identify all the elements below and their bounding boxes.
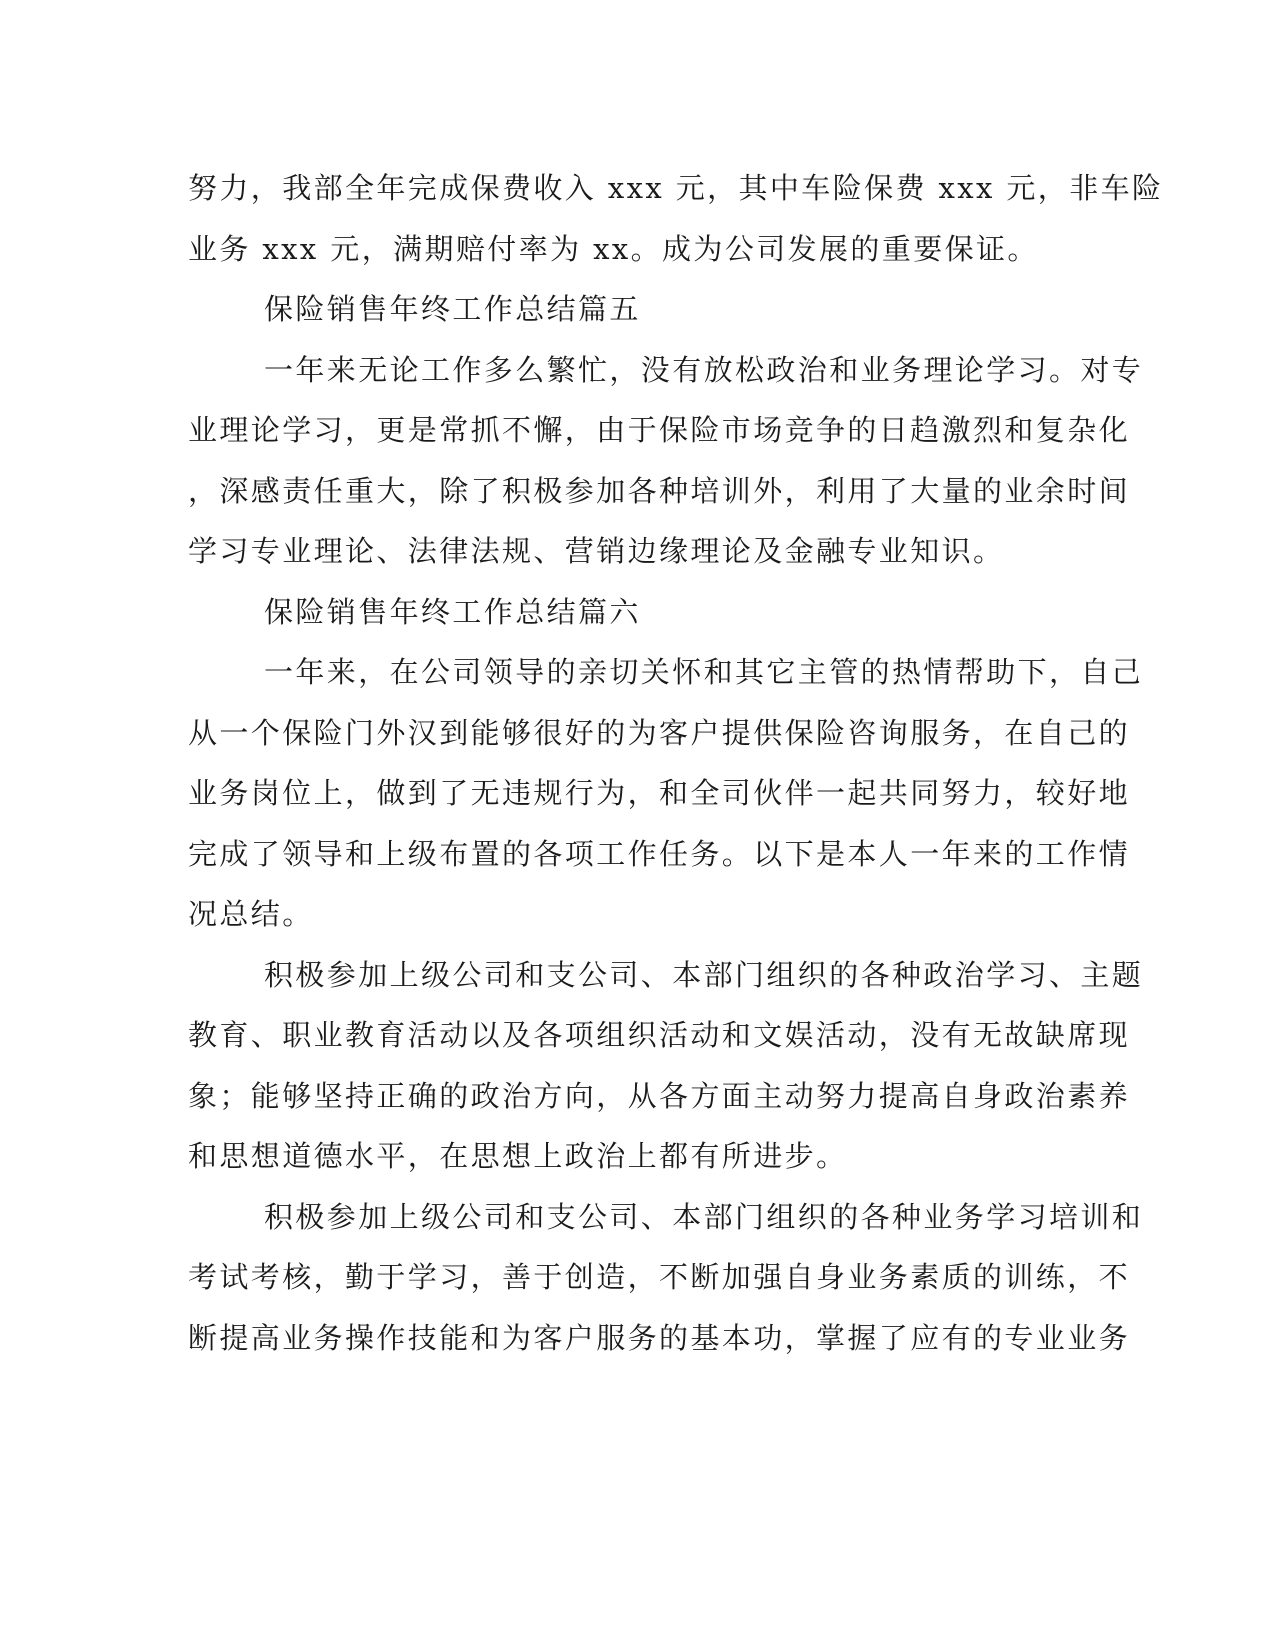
text-line: 教育、职业教育活动以及各项组织活动和文娱活动，没有无故缺席现 — [188, 1018, 1131, 1052]
text-line: 完成了领导和上级布置的各项工作任务。以下是本人一年来的工作情 — [188, 836, 1131, 871]
text-line: 从一个保险门外汉到能够很好的为客户提供保险咨询服务，在自己的 — [188, 715, 1131, 750]
text-line: 一年来无论工作多么繁忙，没有放松政治和业务理论学习。对专 — [264, 352, 1144, 387]
section-heading: 保险销售年终工作总结篇六 — [264, 594, 641, 629]
text-line: 努力，我部全年完成保费收入 xxx 元，其中车险保费 xxx 元，非车险 — [188, 171, 1164, 205]
text-line: 积极参加上级公司和支公司、本部门组织的各种业务学习培训和 — [264, 1199, 1144, 1234]
text-line: ，深感责任重大，除了积极参加各种培训外，利用了大量的业余时间 — [188, 473, 1131, 508]
text-line: 况总结。 — [188, 897, 314, 931]
section-heading: 保险销售年终工作总结篇五 — [264, 292, 641, 326]
text-line: 学习专业理论、法律法规、营销边缘理论及金融专业知识。 — [188, 534, 1005, 568]
text-line: 业理论学习，更是常抓不懈，由于保险市场竞争的日趋激烈和复杂化 — [188, 413, 1131, 447]
text-line: 业务 xxx 元，满期赔付率为 xx。成为公司发展的重要保证。 — [188, 231, 1039, 266]
text-line: 积极参加上级公司和支公司、本部门组织的各种政治学习、主题 — [264, 957, 1144, 992]
text-line: 一年来，在公司领导的亲切关怀和其它主管的热情帮助下，自己 — [264, 655, 1144, 689]
text-line: 象；能够坚持正确的政治方向，从各方面主动努力提高自身政治素养 — [188, 1078, 1131, 1113]
text-line: 断提高业务操作技能和为客户服务的基本功，掌握了应有的专业业务 — [188, 1320, 1131, 1355]
document-body — [188, 158, 1164, 1368]
text-line: 业务岗位上，做到了无违规行为，和全司伙伴一起共同努力，较好地 — [188, 776, 1131, 810]
text-line: 考试考核，勤于学习，善于创造，不断加强自身业务素质的训练，不 — [188, 1260, 1131, 1294]
text-line: 和思想道德水平，在思想上政治上都有所进步。 — [188, 1139, 848, 1173]
